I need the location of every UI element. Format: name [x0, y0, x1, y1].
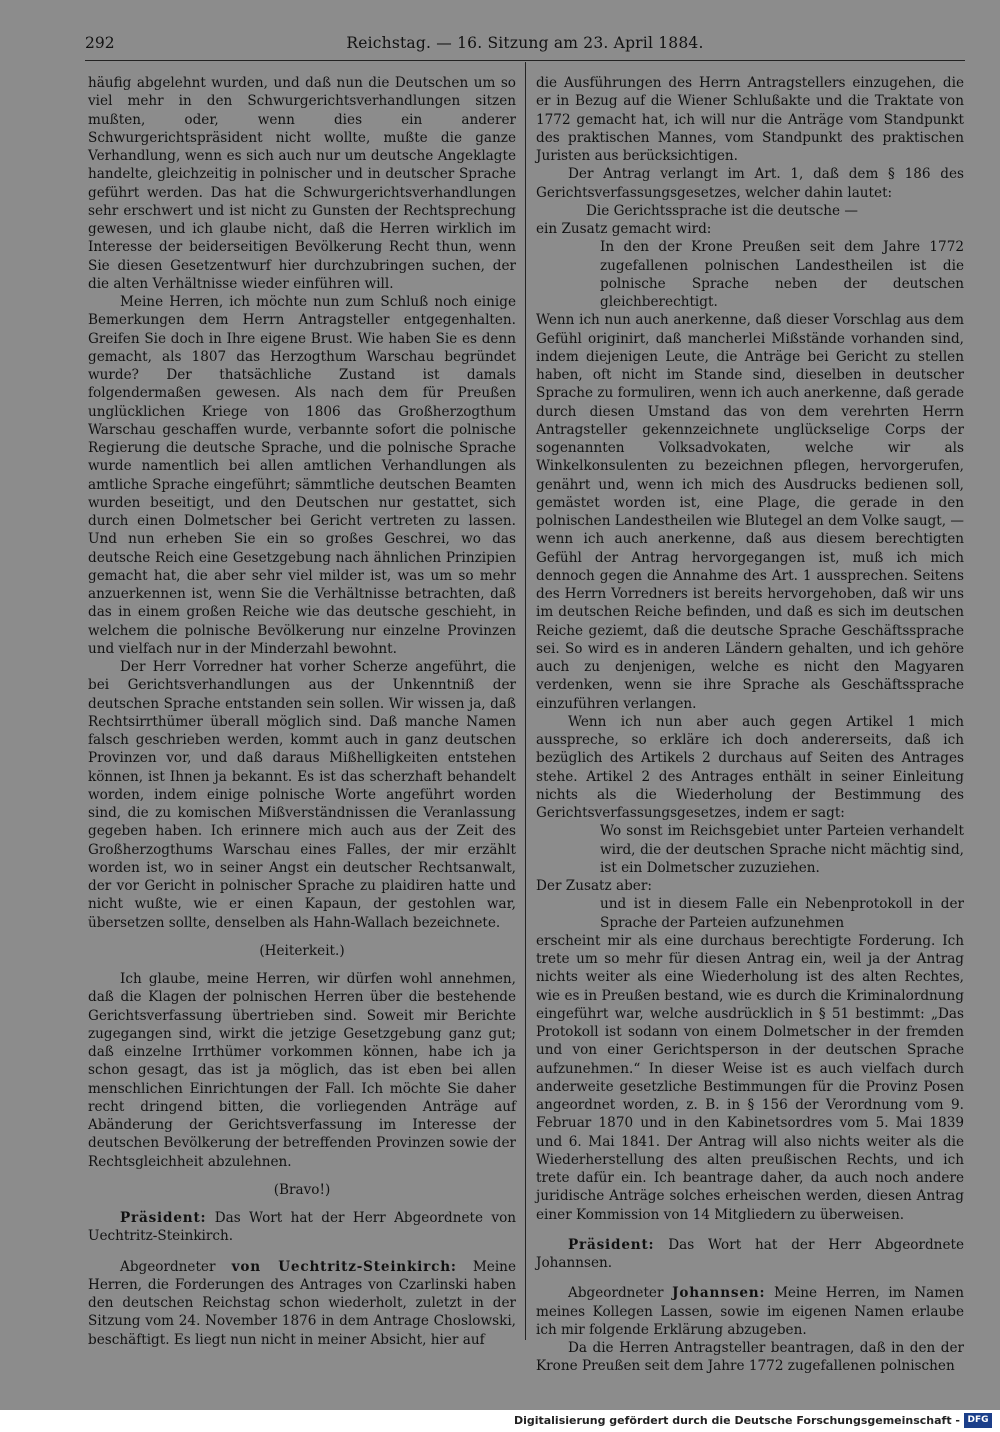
president-statement: [88, 1209, 516, 1246]
speaker-intro: Abgeordneter: [568, 1285, 664, 1302]
quote: Die Gerichtssprache ist die deutsche —: [586, 202, 858, 219]
speech-text: Meine Herren, im Namen meines Kollegen Lassen, sowie im eigenen Namen erlaube ich mir folgende Erklärung abzugeben.: [536, 1285, 964, 1338]
column-divider: [525, 62, 526, 1340]
interjection: (Heiterkeit.): [259, 942, 345, 959]
speaker-name: von Uechtritz-Steinkirch:: [231, 1258, 457, 1275]
paragraph: erscheint mir als eine durchaus berechtigte Forderung. Ich trete um so mehr für diesen Antrag ein, weil ja der Antrag nichts weiter als eine Wiederholung ist des alten Rechtes, wie es in Preußen bestand, wie es durch die Kriminalordnung eingeführt war, welche ausdrücklich in § 51 bestimmt: „Das Protokoll ist sodann von einem Dolmetscher in der fremden und von einer Gerichtsperson in der deutschen Sprache aufzunehmen.“ In dieser Weise ist es auch vielfach durch anderweite gesetzliche Bestimmungen für die Provinz Posen angeordnet worden, z. B. in § 156 der Verordnung vom 9. Februar 1870 und in den Kabinetsordres vom 5. Mai 1839 und 6. Mai 1841. Der Antrag will also nichts weiter als die Wiederherstellung des alten preußischen Rechts, und ich trete dafür ein. Ich beantrage daher, da auch noch andere juridische Anträge solches erheischen werden, diesen Antrag einer Kommission von 14 Mitgliedern zu überweisen.: [536, 932, 964, 1223]
dfg-logo: DFG: [964, 1413, 992, 1428]
right-column: [536, 74, 964, 1376]
quote: In den der Krone Preußen seit dem Jahre 1772 zugefallenen polnischen Landestheilen ist die polnische Sprache neben der deutschen gleichberechtigt.: [600, 239, 964, 310]
paragraph: Der Antrag verlangt im Art. 1, daß dem § 186 des Gerichtsverfassungsgesetzes, welcher dahin lautet:: [536, 166, 964, 201]
speaker-name: Johannsen:: [672, 1285, 766, 1302]
speaker-intro: Abgeordneter: [120, 1258, 216, 1275]
funding-notice: Digitalisierung gefördert durch die Deutsche Forschungsgemeinschaft -: [513, 1414, 960, 1427]
paragraph: Meine Herren, ich möchte nun zum Schluß noch einige Bemerkungen dem Herrn Antragsteller entgegenhalten. Greifen Sie doch in Ihre eigene Brust. Wie haben Sie es denn gemacht, als 1807 das Herzogthum Warschau begründet wurde? Der thatsächliche Zustand ist damals folgendermaßen gewesen. Als nach dem für Preußen unglücklichen Kriege von 1806 das Großherzogthum Warschau geschaffen wurde, verbannte sofort die polnische Regierung die deutsche Sprache, und die polnische Sprache wurde namentlich bei allen amtlichen Verhandlungen als amtliche Sprache eingeführt; sämmtliche deutschen Beamten wurden beseitigt, und den Deutschen nur gestattet, sich durch einen Dolmetscher bei Gericht vertreten zu lassen. Und nun erheben Sie ein so großes Geschrei, wo das deutsche Reich eine Gesetzgebung nach ähnlichen Prinzipien gemacht hat, die aber sehr viel milder ist, was um so mehr anzuerkennen ist, wenn Sie die Verhältnisse betrachten, daß das in einem großen Reiche wie das deutsche geschieht, in welchem die polnische Bevölkerung nur einzelne Provinzen und vielfach nur in der Minderzahl bewohnt.: [88, 294, 516, 657]
paragraph: häufig abgelehnt wurden, und daß nun die Deutschen um so viel mehr in den Schwurgerichtsverhandlungen sitzen mußten, oder, wenn dies ein anderer Schwurgerichtspräsident nicht wollte, mußte die ganze Verhandlung, wenn es sich auch nur um deutsche Angeklagte handelte, gleichzeitig in polnischer und in deutscher Sprache geführt werden. Das hat die Schwurgerichtsverhandlungen sehr erschwert und ist nicht zu Gunsten der Rechtsprechung gewesen, und ich glaube nicht, daß die Herren wirklich im Interesse der beiderseitigen Bevölkerung Recht thun, wenn Sie diesen Gesetzentwurf hier durchzubringen suchen, der die alten Verhältnisse wieder einführen will.: [88, 75, 516, 292]
spacer: [536, 1272, 964, 1284]
spacer: [536, 1224, 964, 1236]
paragraph: die Ausführungen des Herrn Antragstellers einzugehen, die er in Bezug auf die Wiener Schlußakte und die Traktate von 1772 gemacht hat, ich will nur die Anträge vom Standpunkt des praktischen Mannes, vom Standpunkt des praktischen Juristen aus berücksichtigen.: [536, 75, 964, 164]
page-header: [85, 34, 965, 56]
paragraph: Wenn ich nun auch anerkenne, daß dieser Vorschlag aus dem Gefühl originirt, daß mancherlei Mißstände vorhanden sind, indem diejenigen Leute, die Anträge bei Gericht zu stellen haben, oft nicht im Stande sind, dieselben in deutscher Sprache zu formuliren, wenn ich auch anerkenne, daß gerade durch diesen Umstand das von dem verehrten Herrn Antragsteller gekennzeichnete unglückselige Corps der sogenannten Volksadvokaten, welche wir als Winkelkonsulenten zu bezeichnen pflegen, hervorgerufen, genährt und, wenn ich mich des Ausdrucks bedienen soll, gemästet worden ist, eine Plage, die gerade in den polnischen Landestheilen wie Blutegel an dem Volke saugt, — wenn ich auch anerkenne, daß aus diesem berechtigten Gefühl der Antrag hervorgegangen ist, muß ich mich dennoch gegen die Annahme des Art. 1 aussprechen. Seitens des Herrn Vorredners ist bereits hervorgehoben, daß wir uns im deutschen Reiche befinden, und daß es sich im deutschen Reiche geziemt, daß die deutsche Sprache Geschäftssprache sei. So wird es in anderen Ländern gehalten, und ich gehöre auch zu denjenigen, welche es nicht den Magyaren verdenken, wenn sie ihre Sprache als Geschäftssprache einzuführen verlangen.: [536, 312, 964, 712]
quote: und ist in diesem Falle ein Nebenprotokoll in der Sprache der Parteien aufzunehmen: [600, 896, 964, 931]
speech-start: [88, 1258, 516, 1349]
spacer: [88, 1246, 516, 1258]
header-rule: [85, 60, 965, 61]
quote: Wo sonst im Reichsgebiet unter Parteien verhandelt wird, die der deutschen Sprache nicht mächtig sind, ist ein Dolmetscher zuzuziehen.: [600, 823, 964, 876]
speech-text: Meine Herren, die Forderungen des Antrages von Czarlinski haben den deutschen Reichstag schon wiederholt, zuletzt in der Sitzung vom 24. November 1876 in dem Antrage Choslowski, beschäftigt. Es liegt nun nicht in meiner Absicht, hier auf: [88, 1258, 516, 1348]
paragraph: Der Herr Vorredner hat vorher Scherze angeführt, die bei Gerichtsverhandlungen aus der Unkenntniß der deutschen Sprache entstanden sein sollen. Wir wissen ja, daß Rechtsirrthümer überall möglich sind. Daß manche Namen falsch geschrieben werden, kommt auch in ganz deutschen Provinzen vor, und daß daraus Mißhelligkeiten entstehen können, ist Ihnen ja bekannt. Es ist das scherzhaft behandelt worden, indem einige polnische Worte angeführt worden sind, die zu komischen Mißverständnissen die Veranlassung gegeben haben. Ich erinnere mich auch aus der Zeit des Großherzogthums Warschau eines Falles, der mir erzählt worden ist, wo in seiner Angst ein deutscher Rechtsanwalt, der vor Gericht in polnischer Sprache zu plaidiren hatte und nicht wußte, wie er einen Kapaun, der gestohlen war, übersetzen sollte, denselben als Hahn-Wallach bezeichnete.: [88, 659, 516, 931]
president-label: Präsident:: [568, 1236, 655, 1253]
running-title: Reichstag. — 16. Sitzung am 23. April 1884.: [346, 34, 704, 52]
paragraph: Der Zusatz aber:: [536, 878, 652, 894]
paragraph: Ich glaube, meine Herren, wir dürfen wohl annehmen, daß die Klagen der polnischen Herren über die bestehende Gerichtsverfassung übertrieben sind. Soweit mir Berichte zugegangen sind, wirkt die jetzige Gesetzgebung ganz gut; daß einzelne Irrthümer vorkommen können, habe ich ja schon gesagt, das ist ja möglich, das ist eben bei allen menschlichen Einrichtungen der Fall. Ich möchte Sie daher recht dringend bitten, die vorliegenden Anträge auf Abänderung der Gerichtsverfassung im Interesse der deutschen Bevölkerung der betreffenden Provinzen sowie der Rechtsgleichheit abzulehnen.: [88, 971, 516, 1170]
president-text: Das Wort hat der Herr Abgeordnete Johannsen.: [536, 1236, 964, 1271]
speech-start: [536, 1284, 964, 1339]
footer-bar: [0, 1410, 1000, 1432]
paragraph: Da die Herren Antragsteller beantragen, daß in den der Krone Preußen seit dem Jahre 1772 zugefallenen polnischen: [536, 1340, 964, 1375]
left-column: [88, 74, 516, 1349]
president-statement: [536, 1236, 964, 1273]
page-number: 292: [85, 34, 115, 52]
interjection: (Bravo!): [273, 1181, 331, 1198]
president-label: Präsident:: [120, 1210, 207, 1226]
paragraph: ein Zusatz gemacht wird:: [536, 221, 712, 237]
president-text: Das Wort hat der Herr Abgeordnete von Uechtritz-Steinkirch.: [88, 1210, 517, 1245]
paragraph: Wenn ich nun aber auch gegen Artikel 1 mich ausspreche, so erkläre ich doch andererseits, daß ich bezüglich des Artikels 2 durchaus auf Seiten des Antrages stehe. Artikel 2 des Antrages enthält in seiner Einleitung nichts als die Wiederholung der Bestimmung des Gerichtsverfassungsgesetzes, indem er sagt:: [536, 713, 964, 821]
